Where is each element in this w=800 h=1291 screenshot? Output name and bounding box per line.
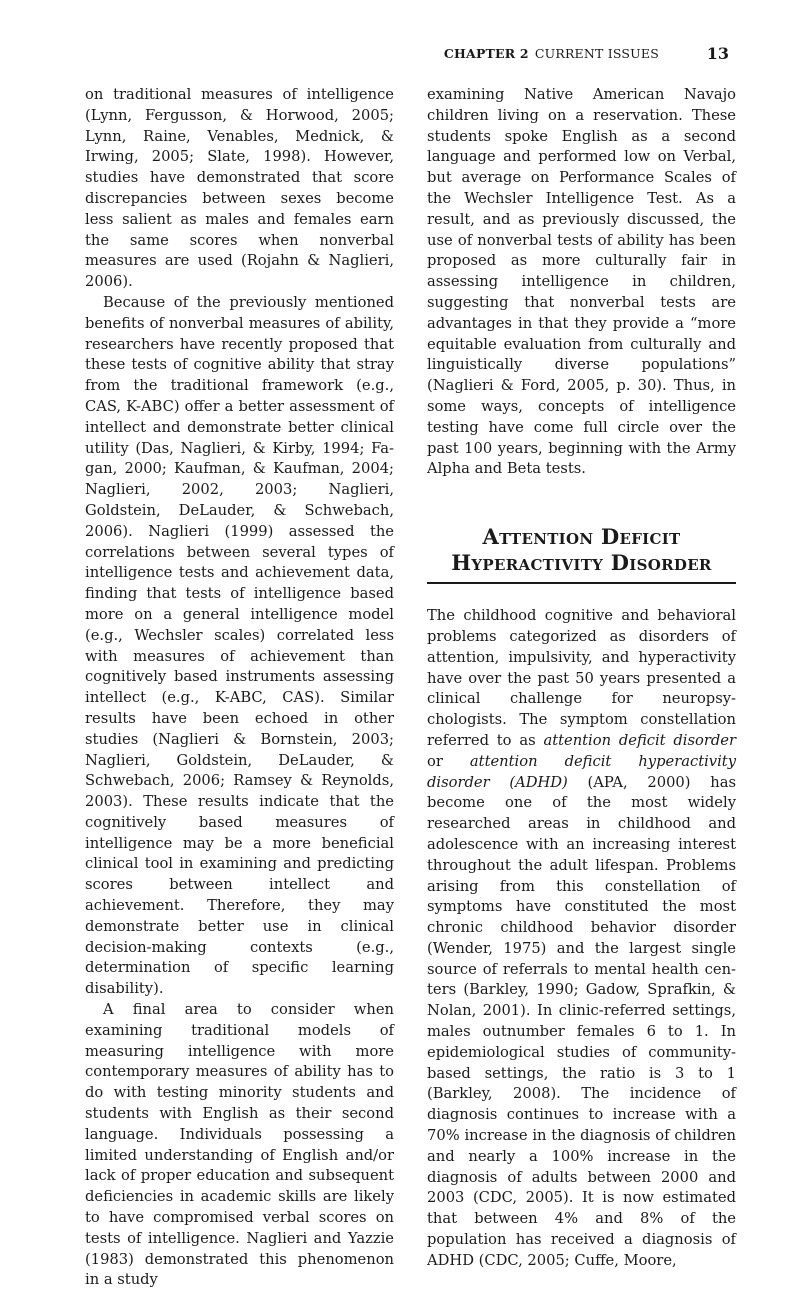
- paragraph-continued: on traditional measures of intelligence (Lynn, Fergusson, & Horwood, 2005; Lynn, Raine, Venables, Mednick, & Irwing, 2005; Slate, 1998). However, studies have demonstrated that score discrepancies between sexes become less salient as males and females earn the same scores when nonverbal measures are used (Rojahn & Naglieri, 2006).: [85, 86, 394, 291]
- paragraph-minority-testing: A final area to consider when examining traditional models of measuring intelligence with more contemporary measures of ability has to do with testing minority students and students with English as their second language. Individuals possessing a limited understanding of English and/or lack of proper education and subsequent deficiencies in academic skills are likely to have compromised verbal scores on tests of intelligence. Naglieri and Yazzie (1983) demonstrated this phenomenon in a study: [85, 1001, 394, 1289]
- term-add: attention deficit disorder: [543, 731, 736, 749]
- left-column: [85, 85, 394, 1291]
- running-title: [444, 46, 659, 61]
- heading-line-2: Hyperactivity Disorder: [451, 550, 712, 576]
- section-heading: [427, 524, 736, 584]
- adhd-text-or: or: [427, 752, 470, 770]
- running-header: [88, 44, 729, 66]
- paragraph-nonverbal-benefits: Because of the previously mentioned benefits of nonverbal measures of ability, researchers have recently proposed that these tests of cognitive ability that stray from the traditional framework (e.g., CAS, K-ABC) offer a better assessment of intellect and demonstrate better clinical utility (Das, Naglieri, & Kirby, 1994; Fagan, 2000; Kaufman, & Kaufman, 2004; Naglieri, 2002, 2003; Naglieri, Goldstein, DeLauder, & Schwebach, 2006). Naglieri (1999) assessed the correlations between several types of intelligence tests and achievement data, finding that tests of intelligence based more on a general intelligence model (e.g., Wechsler scales) correlated less with measures of achievement than cognitively based instruments assessing intellect (e.g., K-ABC, CAS). Similar results have been echoed in other studies (Naglieri & Bornstein, 2003; Naglieri, Goldstein, DeLauder, & Schwebach, 2006; Ramsey & Reynolds, 2003). These results indicate that the cognitively based measures of intelligence may be a more beneficial clinical tool in examining and predicting scores between intellect and achievement. Therefore, they may demonstrate better use in clinical decision-making contexts (e.g., determination of specific learning disability).: [85, 293, 394, 998]
- adhd-text-1: The childhood cognitive and behavioral problems categorized as disorders of attention, impulsivity, and hyperactivity have over the past 50 years presented a clinical challenge for neuropsychologists. The symptom constellation referred to as: [427, 607, 736, 749]
- page-number: 13: [706, 44, 729, 63]
- heading-line-1: Attention Deficit: [482, 524, 681, 550]
- paragraph-adhd-intro: [427, 606, 736, 1272]
- paragraph-navajo-study: examining Native American Navajo children living on a reservation. These students spoke English as a second language and performed low on Verbal, but average on Performance Scales of the Wechsler Intelligence Test. As a result, and as previously discussed, the use of nonverbal tests of ability has been proposed as more culturally fair in assessing intelligence in children, suggesting that nonverbal tests are advantages in that they provide a “more equitable evaluation from culturally and linguistically diverse populations” (Naglieri & Ford, 2005, p. 30). Thus, in some ways, concepts of intelligence testing have come full circle over the past 100 years, beginning with the Army Alpha and Beta tests.: [427, 86, 736, 478]
- term-adhd: attention deficit hyperactivity disorder (ADHD): [427, 752, 736, 791]
- chapter-label: CHAPTER 2: [443, 46, 529, 61]
- adhd-text-2: (APA, 2000) has become one of the most widely researched areas in childhood and adolescence with an increasing interest throughout the adult lifespan. Problems arising from this constellation of symptoms have constituted the most chronic childhood behavior disorder (Wender, 1975) and the largest single source of referrals to mental health centers (Barkley, 1990; Gadow, Sprafkin, & Nolan, 2001). In clinic-referred settings, males outnumber females 6 to 1. In epidemiological studies of community-based settings, the ratio is 3 to 1 (Barkley, 2008). The incidence of diagnosis continues to increase with a 70% increase in the diagnosis of children and nearly a 100% increase in the diagnosis of adults between 2000 and 2003 (CDC, 2005). It is now estimated that between 4% and 8% of the population has received a diagnosis of ADHD (CDC, 2005; Cuffe, Moore,: [427, 773, 736, 1269]
- section-label: CURRENT ISSUES: [534, 46, 659, 61]
- right-column: [427, 85, 736, 1272]
